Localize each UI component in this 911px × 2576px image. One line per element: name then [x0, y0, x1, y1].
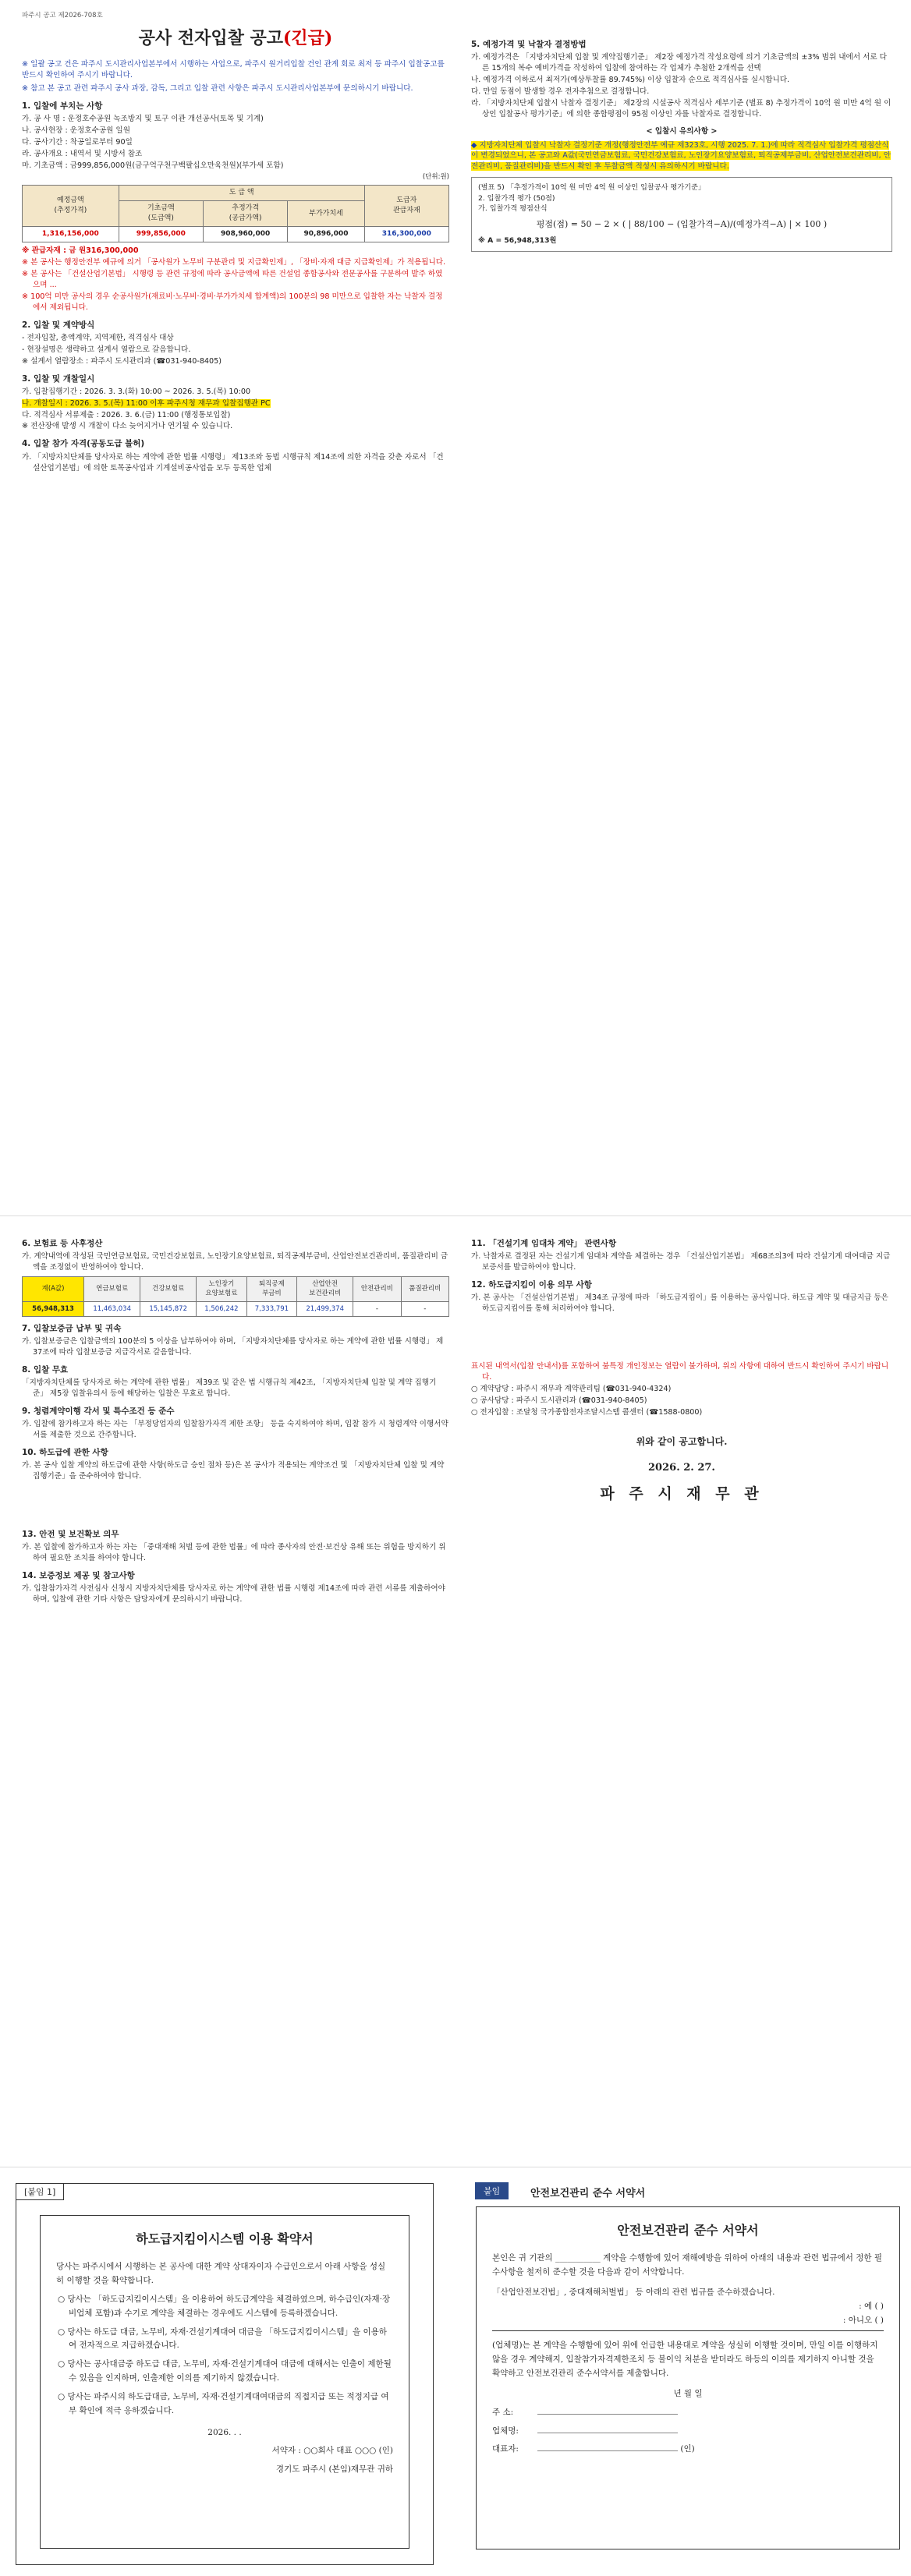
- s11-text: 가. 낙찰자로 결정된 자는 건설기계 임대차 계약을 체결하는 경우 「건설산업기본법」 제68조의3에 따라 건설기계 대여대금 지급보증서를 발급하여야 합니다.: [471, 1252, 891, 1272]
- ins-v: -: [353, 1301, 401, 1316]
- th-base: 기초금액 (도급액): [119, 201, 203, 227]
- price-table: [22, 185, 449, 242]
- attachment-1-lead: 당사는 파주시에서 시행하는 본 공사에 대한 계약 상대자이자 수급인으로서 아래 사항을 성실히 이행할 것을 확약합니다.: [56, 2262, 386, 2286]
- ins-h: 퇴직공제 부금비: [246, 1277, 296, 1302]
- issuing-authority: 파 주 시 재 무 관: [600, 1484, 764, 1502]
- ins-v: -: [401, 1301, 448, 1316]
- s5-item: 다. 만일 동점이 발생할 경우 전자추첨으로 결정합니다.: [471, 87, 650, 96]
- intro-notice-2: ※ 참고 본 공고 관련 파주시 공사 과장, 감독, 그리고 입찰 관련 사항은 파주시 도시관리사업본부에 문의하시기 바랍니다.: [22, 84, 413, 94]
- attachment-1: [16, 2183, 434, 2565]
- unit-label: (단위:원): [422, 172, 449, 181]
- p1-right-column: [471, 33, 892, 257]
- s5-item: 가. 예정가격은 「지방자치단체 입찰 및 계약집행기준」 제2장 예정가격 작성요령에 의거 기초금액의 ±3% 범위 내에서 서로 다른 15개의 복수 예비가격을 작성하여 입찰에 참여하는 각 업체가 추첨한 2개씩을 선택: [471, 53, 887, 73]
- caution-title: < 입찰시 유의사항 >: [646, 126, 718, 136]
- section-14-title: 14. 보증정보 제공 및 참고사항: [22, 1571, 135, 1581]
- ins-h: 연금보험료: [84, 1277, 140, 1302]
- ins-h: 건강보험료: [140, 1277, 197, 1302]
- attachment-2-body: [476, 2206, 900, 2549]
- attachment-1-signer: 서약자 : ○○회사 대표 ○○○ (인): [271, 2446, 393, 2456]
- th-vat: 부가가치세: [288, 201, 364, 227]
- s10-text: 가. 본 공사 입찰 계약의 하도급에 관한 사항(하도급 승인 절차 등)은 본 공사가 적용되는 계약조건 및 「지방자치단체 입찰 및 계약집행기준」을 준수하여야 합니다.: [22, 1461, 445, 1481]
- s6-text: 가. 계약내역에 작성된 국민연금보험료, 국민건강보험료, 노인장기요양보험료, 퇴직공제부금비, 산업안전보건관리비, 품질관리비 금액을 조정없이 반영하여야 합니다.: [22, 1252, 448, 1272]
- p2-right-column: [471, 1232, 892, 1505]
- attachment-2-signature: [492, 2406, 884, 2457]
- s8-text: 「지방자치단체를 당사자로 하는 계약에 관한 법률」 제39조 및 같은 법 시행규칙 제42조, 「지방자치단체 입찰 및 계약 집행기준」 제5장 입찰유의서 등에 해당하는 입찰은 무효로 합니다.: [22, 1378, 437, 1399]
- section-10-title: 10. 하도급에 관한 사항: [22, 1448, 108, 1458]
- s14-text: 가. 입찰참가자격 사전심사 신청시 지방자치단체를 당사자로 하는 계약에 관한 법률 시행령 제14조에 따라 관련 서류를 제출하여야 하며, 입찰에 관한 기타 사항은 담당자에게 문의하시기 바랍니다.: [22, 1584, 445, 1605]
- s4-item: 가. 「지방자치단체를 당사자로 하는 계약에 관한 법률 시행령」 제13조와 동법 시행규칙 제14조에 의한 자격을 갖춘 자로서 「건설산업기본법」에 의한 토목공사업과 기계설비공사업을 모두 등록한 업체: [22, 452, 444, 472]
- s5-item: 나. 예정가격 이하로서 최저가(예상투찰률 89.745%) 이상 입찰자 순으로 적격심사를 실시합니다.: [471, 76, 790, 85]
- section-7-title: 7. 입찰보증금 납부 및 귀속: [22, 1323, 122, 1333]
- contact-line: ○ 공사담당 : 파주시 도시관리과 (☎031-940-8405): [471, 1396, 647, 1405]
- formula-line-3: 가. 입찰가격 평점산식: [478, 203, 548, 213]
- td-base: 999,856,000: [119, 227, 203, 242]
- intro-notice-1: ※ 일괄 공고 건은 파주시 도시관리사업본부에서 시행하는 사업으로, 파주시 원거리입찰 건인 관계 회로 최저 등 파주시 입찰공고를 반드시 확인하여 주시기 바랍니다.: [22, 60, 445, 80]
- td-estimated: 1,316,156,000: [23, 227, 119, 242]
- s1-item: 라. 공사개요 : 내역서 및 시방서 참조: [22, 149, 143, 158]
- attachment-2-lead: 본인은 귀 기관의 ___________ 계약을 수행함에 있어 재해예방을 위하여 아래의 내용과 관련 법규에서 정한 필수사항을 철저히 준수할 것을 다음과 같이 서약합니다.: [492, 2253, 883, 2277]
- section-5-title: 5. 예정가격 및 낙찰자 결정방법: [471, 40, 587, 49]
- attachment-2-ymd: 년 월 일: [673, 2388, 703, 2398]
- s2-item: - 현장설명은 생략하고 설계서 열람으로 갈음합니다.: [22, 345, 191, 354]
- section-6-title: 6. 보험료 등 사후정산: [22, 1239, 103, 1248]
- s9-text: 가. 입찰에 참가하고자 하는 자는 「부정당업자의 입찰참가자격 제한 조항」 등을 숙지하여야 하며, 입찰 참가 시 청렴계약 이행서약서를 제출한 것으로 간주합니다.: [22, 1420, 448, 1440]
- notice-date: 2026. 2. 27.: [648, 1461, 715, 1474]
- insurance-table: [22, 1276, 449, 1317]
- caution-text: [471, 140, 892, 173]
- section-12-title: 12. 하도급지킴이 이용 의무 사항: [471, 1280, 592, 1290]
- ins-v: 1,506,242: [197, 1301, 246, 1316]
- ins-h: 산업안전 보건관리비: [297, 1277, 353, 1302]
- ins-h: 안전관리비: [353, 1277, 401, 1302]
- td-supply: 908,960,000: [204, 227, 288, 242]
- s1-note: ※ 본 공사는 행정안전부 예규에 의거 「공사원가 노무비 구분관리 및 지급확인제」, 「장비·자재 대금 지급확인제」가 적용됩니다.: [22, 258, 446, 267]
- address-line: [537, 2414, 678, 2415]
- th-group: 도 급 액: [119, 185, 364, 200]
- attachment-2-title: 안전보건관리 준수 서약서: [617, 2223, 759, 2238]
- s7-text: 가. 입찰보증금은 입찰금액의 100분의 5 이상을 납부하여야 하며, 「지방자치단체를 당사자로 하는 계약에 관한 법률 시행령」 제37조에 따라 입찰보증금 지급각서로 갈음합니다.: [22, 1337, 444, 1357]
- th-estimated: 예정금액 (추정가격): [23, 185, 119, 226]
- s1-item: 다. 공사기간 : 착공일로부터 90일: [22, 137, 133, 147]
- attachment-1-date: 2026. . .: [207, 2427, 242, 2437]
- contact-line: ○ 계약담당 : 파주시 재무과 계약관리팀 (☎031-940-4324): [471, 1384, 672, 1393]
- ins-v: 15,145,872: [140, 1301, 197, 1316]
- section-11-title: 11. 「건설기계 임대차 계약」 관련사항: [471, 1239, 617, 1248]
- attachment-2: [476, 2183, 900, 2565]
- attachment-1-bullet: ○ 당사는 파주시의 하도급대금, 노무비, 자재·건설기계대여대금의 직접지급 또는 적정지급 여부 확인에 적극 응하겠습니다.: [58, 2391, 389, 2415]
- section-3-title: 3. 입찰 및 개찰일시: [22, 373, 95, 384]
- p2-left-column: [22, 1232, 449, 1606]
- s3-item: 가. 입찰집행기간 : 2026. 3. 3.(화) 10:00 ~ 2026. 3. 5.(목) 10:00: [22, 387, 251, 396]
- ins-v: 7,333,791: [246, 1301, 296, 1316]
- formula-line-2: 2. 입찰가격 평가 (50점): [478, 193, 555, 203]
- attachment-1-recipient: 경기도 파주시 (본임)재무관 귀하: [275, 2465, 393, 2475]
- s1-note: ※ 관급자재 : 금 원316,300,000: [22, 246, 139, 256]
- section-4-title: 4. 입찰 참가 자격(공동도급 불허): [22, 439, 145, 449]
- formula-line-1: (별표 5) 「추정가격이 10억 원 미만 4억 원 이상인 입찰공사 평가기준」: [478, 183, 706, 193]
- attachment-2-tag: 붙임: [475, 2182, 509, 2199]
- rep-label: 대표자:: [492, 2444, 519, 2454]
- attachment-1-tag: [붙임 1]: [16, 2183, 64, 2200]
- s5-item: 라. 「지방자치단체 입찰시 낙찰자 결정기준」 제2장의 시설공사 적격심사 세부기준 (별표 8) 추정가격이 10억 원 미만 4억 원 이상인 입찰공사 평가기준」에 의한 종합평점이 95점 이상인 자를 낙찰자로 결정합니다.: [471, 98, 892, 119]
- attachment-2-tag-title: 안전보건관리 준수 서약서: [530, 2188, 646, 2199]
- page-title: [22, 27, 449, 51]
- s3-item: ※ 전산장애 발생 시 개찰이 다소 늦어지거나 연기될 수 있습니다.: [22, 422, 233, 431]
- ins-v: 11,463,034: [84, 1301, 140, 1316]
- p2-notice: 표시된 내역서(입찰 안내서)를 포함하여 불특정 개인정보는 열람이 불가하며, 위의 사항에 대하여 반드시 확인하여 주시기 바랍니다.: [471, 1362, 889, 1382]
- section-13-title: 13. 안전 및 보건확보 의무: [22, 1530, 119, 1540]
- attachment-1-title: 하도급지킴이시스템 이용 확약서: [136, 2231, 314, 2246]
- s12-text: 가. 본 공사는 「건설산업기본법」 제34조 규정에 따라 「하도급지킴이」를 이용하는 공사입니다. 하도급 계약 및 대금지급 등은 하도급지킴이를 통해 처리하여야 합니다.: [471, 1293, 888, 1314]
- s3-item: 다. 적격심사 서류제출 : 2026. 3. 6.(금) 11:00 (행정통보입찰): [22, 410, 231, 419]
- caution-highlight: ◆ 지방자치단체 입찰시 낙찰자 결정기준 개정(행정안전부 예규 제323호, 시행 2025. 7. 1.)에 따라 적격심사 입찰가격 평점산식이 변경되었으니, 본 공고와 A값(국민연금보험료, 국민건강보험료, 노인장기요양보험료, 퇴직공제부금비, 산업안전보건관리비, 안전관리비, 품질관리비)을 반드시 확인 후 투찰금액 적성시 유의하시기 바랍니다.: [471, 140, 891, 172]
- s2-item: ※ 설계서 열람장소 : 파주시 도시관리과 (☎031-940-8405): [22, 356, 222, 366]
- p1-left-column: [22, 11, 449, 474]
- company-label: 업체명:: [492, 2426, 519, 2436]
- page-3: [0, 2167, 911, 2576]
- ins-h: 노인장기 요양보험료: [197, 1277, 246, 1302]
- s1-item: 나. 공사현장 : 운정호수공원 일원: [22, 126, 130, 136]
- td-vat: 90,896,000: [288, 227, 364, 242]
- a-value: ※ A = 56,948,313원: [478, 236, 557, 246]
- formula-box: [471, 177, 892, 251]
- th-gov-material: 도급자 관급자재: [364, 185, 448, 226]
- contact-line: ○ 전자입찰 : 조달청 국가종합전자조달시스템 콜센터 (☎1588-0800): [471, 1407, 703, 1417]
- td-gov-material: 316,300,000: [364, 227, 448, 242]
- s3-item: [22, 398, 449, 409]
- attachment-2-body-text: (업체명)는 본 계약을 수행함에 있어 위에 언급한 내용대로 계약을 성실히 이행할 것이며, 만일 이를 이행하지 않을 경우 계약해지, 입찰참가자격제한조치 등 불이익 처분을 받더라도 하등의 이의를 제기하지 아니할 것을 확약하고 안전보건관리 준수서약서를 제출합니다.: [492, 2341, 878, 2379]
- title-main: 공사 전자입찰 공고: [138, 28, 283, 49]
- notice-number: 파주시 공고 제2026-708호: [22, 12, 103, 19]
- ins-v: 56,948,313: [23, 1301, 84, 1316]
- s1-item: 마. 기초금액 : 금999,856,000원(금구억구천구백팔십오만육천원)(부가세 포함): [22, 161, 284, 170]
- section-1-title: 1. 입찰에 부치는 사항: [22, 101, 103, 111]
- page-2: [0, 1216, 911, 2167]
- score-formula: 평점(점) = 50 − 2 × ( | 88/100 − (입찰가격−A)/(예정가격−A) | × 100 ): [536, 219, 828, 230]
- attachment-1-bullet: ○ 당사는 하도급 대금, 노무비, 자재·건설기계대여 대금을 「하도급지킴이시스템」을 이용하여 전자적으로 지급하겠습니다.: [58, 2327, 387, 2351]
- attachment-2-yes: : 예 ( ): [859, 2301, 884, 2311]
- rep-line: [537, 2450, 678, 2451]
- s13-text: 가. 본 입찰에 참가하고자 하는 자는 「중대재해 처벌 등에 관한 법률」에 따라 종사자의 안전·보건상 유해 또는 위험을 방지하기 위하여 필요한 조치를 하여야 합니다.: [22, 1543, 446, 1563]
- ins-h: 계(A값): [23, 1277, 84, 1302]
- s1-note: ※ 본 공사는 「건설산업기본법」 시행령 등 관련 규정에 따라 공사금액에 따른 건설업 종합공사와 전문공사를 구분하여 발주 하였으며 ...: [22, 269, 443, 289]
- section-2-title: 2. 입찰 및 계약방식: [22, 320, 95, 330]
- address-label: 주 소:: [492, 2407, 514, 2417]
- ins-h: 품질관리비: [401, 1277, 448, 1302]
- divider: [492, 2330, 884, 2331]
- attachment-1-bullet: ○ 당사는 공사대금중 하도급 대금, 노무비, 자재·건설기계대여 대금에 대해서는 인출이 제한될 수 있음을 인지하며, 인출제한 이의를 제기하지 않겠습니다.: [58, 2359, 392, 2383]
- s2-item: - 전자입찰, 총액계약, 지역제한, 적격심사 대상: [22, 333, 174, 342]
- title-tag: (긴급): [283, 28, 333, 49]
- attachment-2-question: 「산업안전보건법」, 중대재해처벌법」 등 아래의 관련 법규를 준수하겠습니다.: [492, 2287, 775, 2297]
- attachment-2-no: : 아니오 ( ): [842, 2315, 884, 2325]
- section-8-title: 8. 입찰 무효: [22, 1365, 69, 1375]
- section-9-title: 9. 청렴계약이행 각서 및 특수조건 등 준수: [22, 1407, 175, 1417]
- th-supply: 추정가격 (공급가액): [204, 201, 288, 227]
- closing-text: 위와 같이 공고합니다.: [636, 1435, 728, 1447]
- s1-item: 가. 공 사 명 : 운정호수공원 녹조방지 및 토구 이관 개선공사(토목 및 기계): [22, 115, 264, 124]
- attachment-1-body: [40, 2215, 409, 2549]
- opening-time: 나. 개찰일시 : 2026. 3. 5.(목) 11:00 이후 파주시청 재무과 입찰집행관 PC: [22, 398, 271, 408]
- attachment-1-bullet: ○ 당사는 「하도급지킴이시스템」을 이용하여 하도급계약을 체결하였으며, 하수급인(자재·장비업체 포함)과 수기로 계약을 체결하는 경우에도 시스템에 등록하겠습니다.: [58, 2294, 391, 2318]
- seal-mark: (인): [680, 2444, 695, 2454]
- s1-note: ※ 100억 미만 공사의 경우 순공사원가(재료비·노무비·경비·부가가치세 합계액)의 100분의 98 미만으로 입찰한 자는 낙찰자 결정에서 제외됩니다.: [22, 292, 443, 312]
- page-1: [0, 0, 911, 1216]
- ins-v: 21,499,374: [297, 1301, 353, 1316]
- closing-block: [471, 1435, 892, 1506]
